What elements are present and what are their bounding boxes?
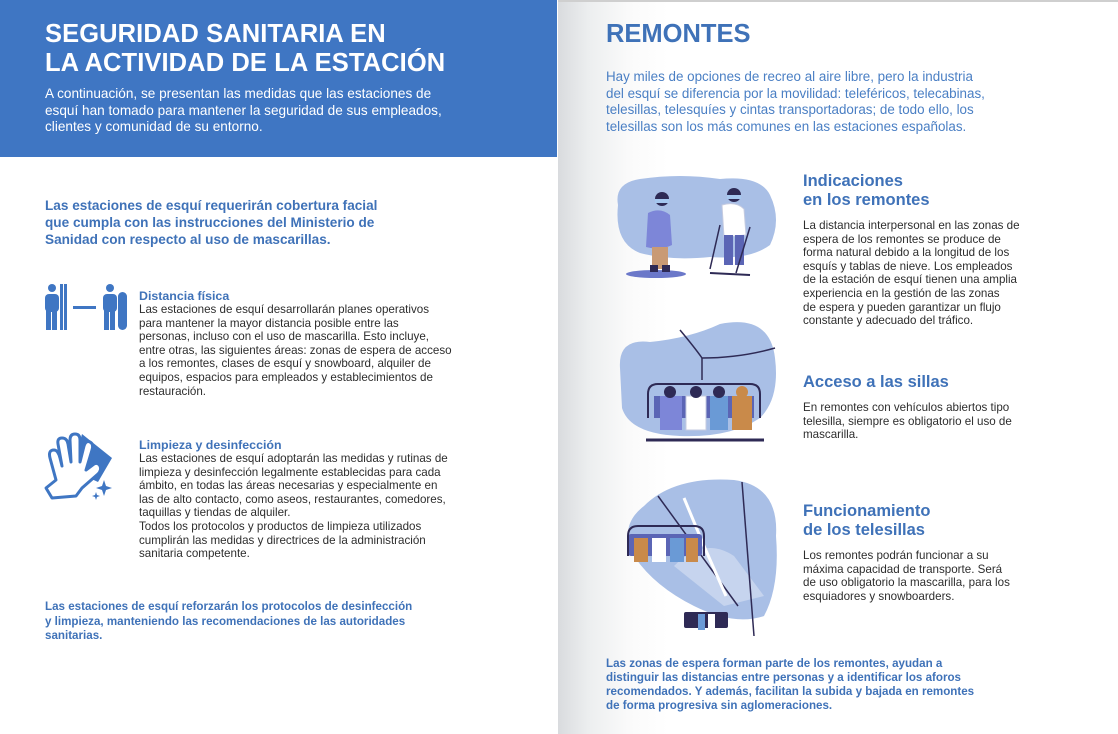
closing-line: Las estaciones de esquí reforzarán los protocolos de desinfección [45,600,413,613]
body-line: Todos los protocolos y productos de limpieza utilizados [139,519,422,533]
section-title [803,502,1073,540]
body-line: Las estaciones de esquí adoptarán las medidas y rutinas de [139,452,448,465]
closing-line: y limpieza, manteniendo las recomendaciones de las autoridades [45,614,406,628]
title-line: LA ACTIVIDAD DE LA ESTACIÓN [45,49,446,77]
body-line: las de alto contacto, como aseos, restaurantes, comedores, [139,492,446,506]
body-line: telesilla, siempre es obligatorio el uso de [803,414,1012,428]
title-line: Acceso a las sillas [803,373,949,391]
body-line: sanitaria competente. [139,547,250,561]
remontes-title: REMONTES [606,20,751,48]
body-line: restauración. [139,384,207,398]
intro-line: telesillas son los más comunes en las estaciones españolas. [606,118,967,134]
intro-line: telesillas, telesquíes y cintas transportadoras; de todo ello, los [606,102,974,117]
physical-distance-icon [42,282,128,332]
title-line: Funcionamiento [803,502,931,520]
face-covering-statement [45,197,515,248]
section-body [803,401,1073,442]
intro-line: del esquí se diferencia por la movilidad: teleféricos, telecabinas, [606,85,985,101]
closing-line: distinguir las distancias entre personas y a identificar los aforos [606,671,962,684]
closing-line: recomendados. Y además, facilitan la subida y bajada en remontes [606,685,975,698]
body-line: espera de los remontes se produce de [803,232,1001,246]
header-banner [0,0,557,157]
body-line: La distancia interpersonal en las zonas de [803,219,1020,232]
lead-line: Las estaciones de esquí requerirán cobertura facial [45,198,378,213]
body-line: constante y adecuado del tráfico. [803,314,974,328]
intro-line: A continuación, se presentan las medidas que las estaciones de [45,86,432,101]
title-line: Indicaciones [803,172,903,190]
cleaning-section [139,438,519,561]
section-body [139,452,519,561]
lift-indications-section [803,172,1073,328]
body-line: personas, incluso con el uso de mascarilla. Esto incluye, [139,330,429,344]
body-line: equipos, espacios para empleados y establecimientos de [139,370,433,384]
lead-line: que cumpla con las instrucciones del Ministerio de [45,215,375,230]
body-line: a los remontes, clases de esquí y snowboard, alquiler de [139,357,431,371]
disinfection-statement [45,600,515,644]
section-body [803,219,1073,328]
section-title [803,172,1073,210]
closing-line: Las zonas de espera forman parte de los remontes, ayudan a [606,657,943,670]
body-line: ámbito, en todas las áreas necesarias y especialmente en [139,479,438,493]
body-line: mascarilla. [803,428,859,442]
body-line: esquís y tablas de nieve. Los empleados [803,259,1013,273]
section-title: Limpieza y desinfección [139,438,282,452]
body-line: máxima capacidad de transporte. Será [803,562,1003,576]
cleaning-glove-icon [42,430,120,502]
body-line: En remontes con vehículos abiertos tipo [803,401,1010,414]
body-line: Los remontes podrán funcionar a su [803,549,989,562]
body-line: experiencia en la gestión de las zonas [803,286,1000,300]
closing-line: sanitarias. [45,629,103,642]
body-line: Las estaciones de esquí desarrollarán planes operativos [139,303,430,316]
body-line: cumplirán las medidas y directrices de la administración [139,533,426,547]
left-page [0,0,558,734]
intro-line: Hay miles de opciones de recreo al aire libre, pero la industria [606,69,973,84]
chairlift-operation-section [803,502,1073,603]
body-line: limpieza y desinfección legalmente establecidas para cada [139,465,441,479]
body-line: de uso obligatorio la mascarilla, para los [803,576,1010,590]
closing-line: de forma progresiva sin aglomeraciones. [606,699,833,712]
body-line: para mantener la mayor distancia posible entre las [139,316,399,330]
page-title [45,20,445,78]
lead-line: Sanidad con respecto al uso de mascarillas. [45,232,331,247]
chair-access-section [803,373,1073,442]
section-title [803,373,1073,392]
body-line: de la estación de esquí tienen una amplia [803,273,1017,287]
intro-text [45,86,545,136]
title-line: en los remontes [803,191,930,209]
intro-line: esquí han tomado para mantener la seguridad de sus empleados, [45,102,442,118]
remontes-intro [606,69,1076,135]
body-line: de espera y pueden garantizar un flujo [803,300,1001,314]
waiting-zones-statement [606,657,1086,713]
body-line: esquiadores y snowboarders. [803,589,955,603]
page-edge [558,0,1118,2]
title-line: SEGURIDAD SANITARIA EN [45,20,386,48]
section-body [139,303,519,398]
body-line: taquillas y tiendas de alquiler. [139,506,291,520]
title-line: de los telesillas [803,521,925,539]
body-line: entre otras, las siguientes áreas: zonas de espera de acceso [139,343,452,357]
physical-distance-section [139,289,519,398]
chairlift-illustration [610,318,785,450]
chairlift-mountain-illustration [614,476,784,646]
body-line: forma natural debido a la longitud de los [803,246,1010,260]
section-title: Distancia física [139,289,230,303]
section-body [803,549,1073,603]
skiers-illustration [610,165,785,280]
intro-line: clientes y comunidad de su entorno. [45,119,263,134]
